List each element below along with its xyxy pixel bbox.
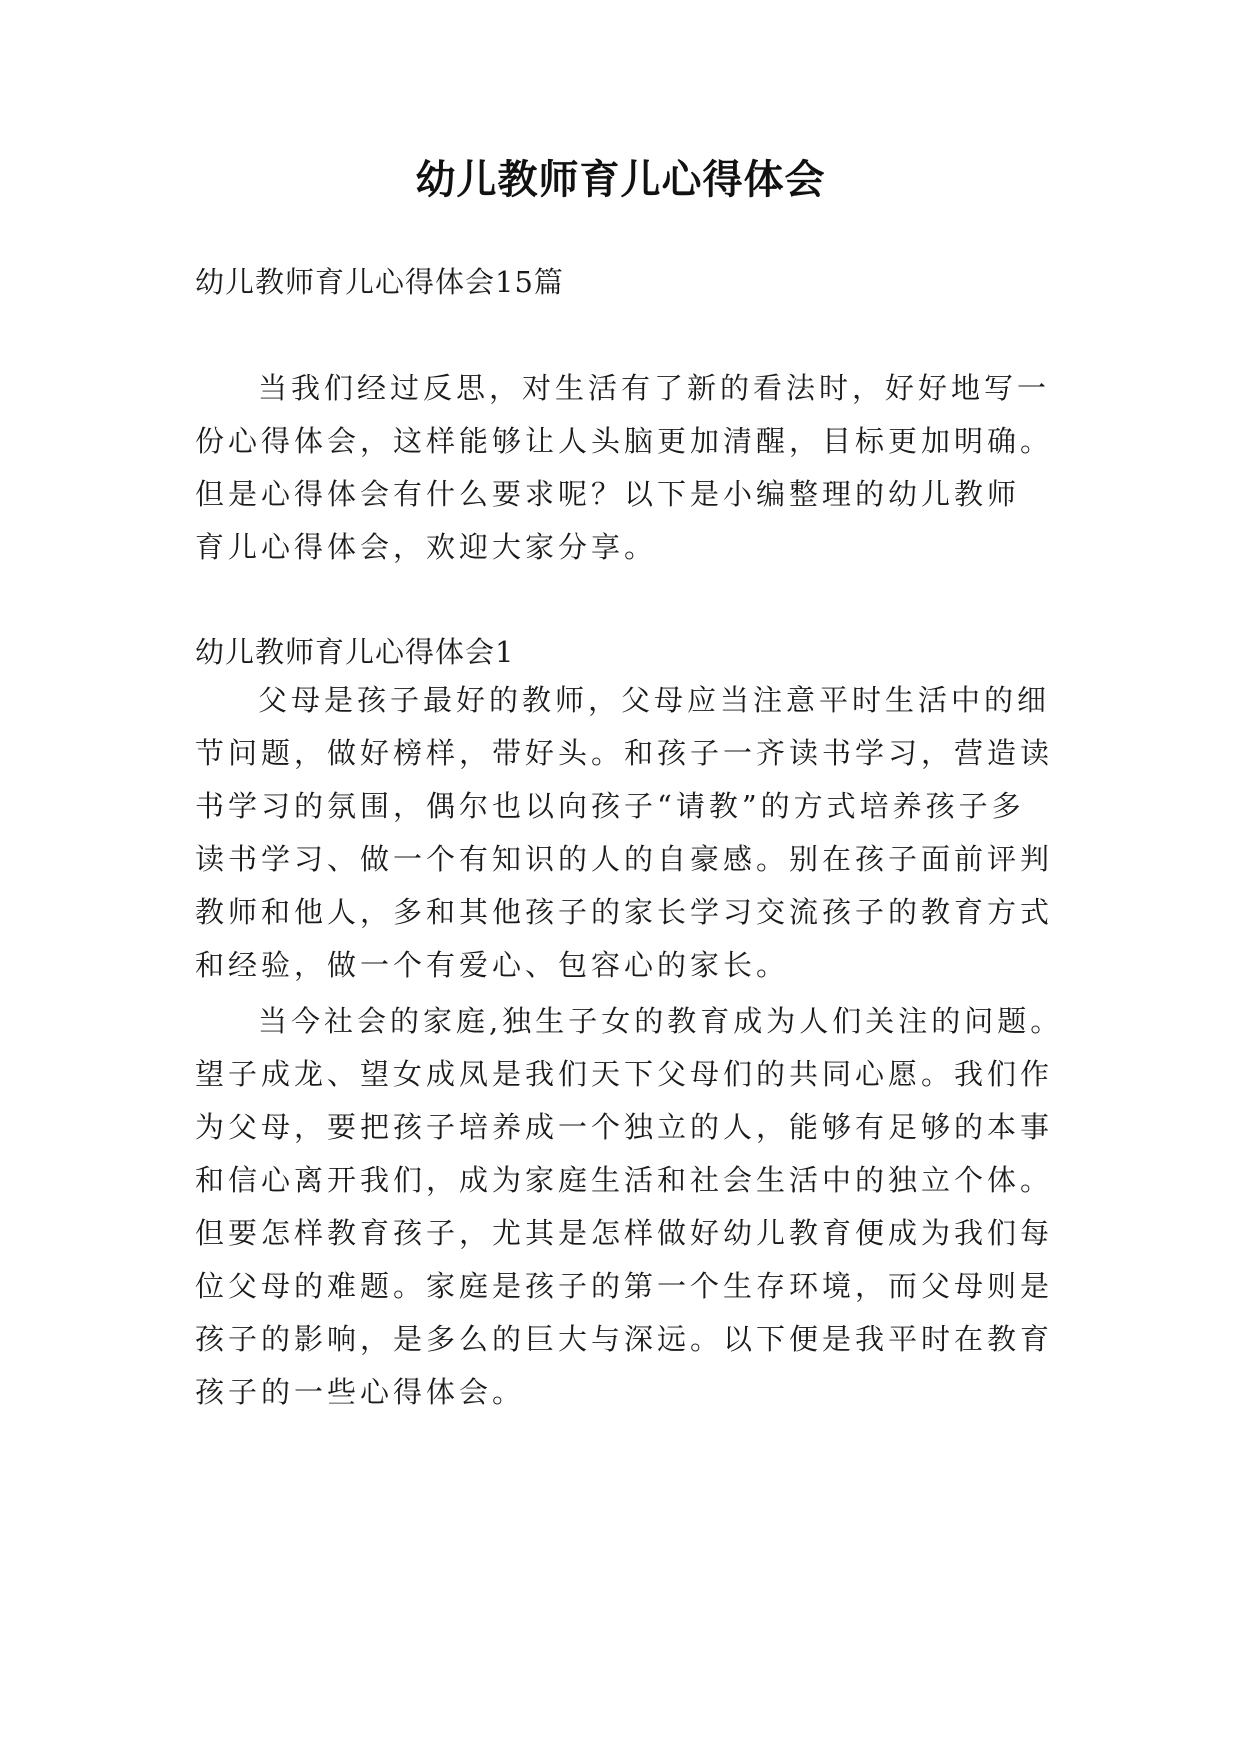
paragraph-line: 但要怎样教育孩子，尤其是怎样做好幼儿教育便成为我们每 [195,1216,1054,1250]
paragraph-line: 和经验，做一个有爱心、包容心的家长。 [195,948,790,982]
paragraph-line: 书学习的氛围，偶尔也以向孩子“请教”的方式培养孩子多 [195,789,1025,823]
paragraph-line: 节问题，做好榜样，带好头。和孩子一齐读书学习，营造读 [195,736,1054,770]
paragraph-line: 父母是孩子最好的教师，父母应当注意平时生活中的细 [258,683,1051,717]
intro-line: 当我们经过反思，对生活有了新的看法时，好好地写一 [258,371,1051,405]
paragraph-line: 当今社会的家庭,独生子女的教育成为人们关注的问题。 [258,1004,1064,1038]
paragraph-line: 为父母，要把孩子培养成一个独立的人，能够有足够的本事 [195,1110,1054,1144]
intro-line: 份心得体会，这样能够让人头脑更加清醒，目标更加明确。 [195,424,1054,458]
paragraph-line: 孩子的一些心得体会。 [195,1375,526,1409]
intro-line: 但是心得体会有什么要求呢？以下是小编整理的幼儿教师 [195,477,1021,511]
paragraph-line: 和信心离开我们，成为家庭生活和社会生活中的独立个体。 [195,1163,1054,1197]
document-subtitle: 幼儿教师育儿心得体会15篇 [195,265,564,299]
document-title: 幼儿教师育儿心得体会 [415,157,826,203]
section-heading: 幼儿教师育儿心得体会1 [195,635,515,669]
paragraph-line: 位父母的难题。家庭是孩子的第一个生存环境，而父母则是 [195,1269,1054,1303]
paragraph-line: 读书学习、做一个有知识的人的自豪感。别在孩子面前评判 [195,842,1054,876]
paragraph-line: 望子成龙、望女成凤是我们天下父母们的共同心愿。我们作 [195,1057,1054,1091]
intro-line: 育儿心得体会，欢迎大家分享。 [195,530,658,564]
paragraph-line: 孩子的影响，是多么的巨大与深远。以下便是我平时在教育 [195,1322,1054,1356]
paragraph-line: 教师和他人，多和其他孩子的家长学习交流孩子的教育方式 [195,895,1054,929]
